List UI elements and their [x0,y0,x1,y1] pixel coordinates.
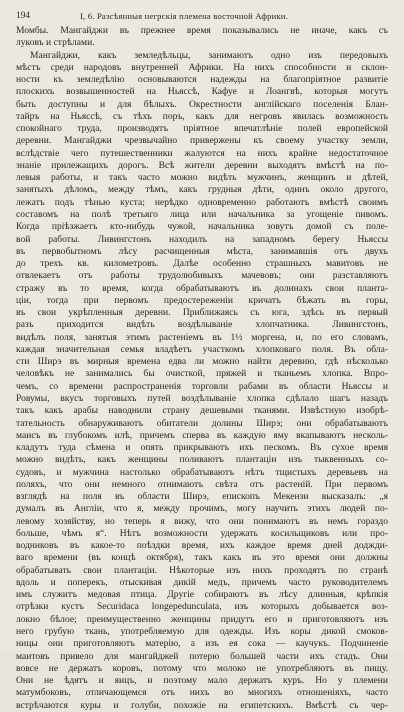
text-line: встрѣчаются куры и голуби, похожіе на египетскихъ. Вмѣстѣ съ чер- [16,699,388,711]
text-line: деревни. Мангайджи чрезвычайно привержены къ своему участку земли, [16,135,388,147]
text-line: ности къ земледѣлію основываются надежды на благопріятное развитіе [16,74,388,86]
page-number: 194 [16,11,31,21]
text-line: знаніе прилежащихъ дорогъ. Всѣ жители деревни выходятъ вмѣстѣ на по- [16,159,388,171]
text-line: Они не ѣдятъ и яицъ, и поэтому мало держатъ куръ. Но у племени [16,675,388,687]
text-line: составомъ на полѣ третьяго лица или начальника за угощеніе пивомъ. [16,208,388,220]
text-line: кладутъ туда сѣмена и опять прикрываютъ ихъ пескомъ. Въ сухое время [16,442,388,454]
text-line: отрѣзки кустъ Securidaca longepedunculata, изъ которыхъ добывается воз- [16,601,388,613]
text-line: въ свои укрѣпленныя деревни. Приближаясь съ юга, здѣсь въ первый [16,307,388,319]
text-line: тайръ на Ньяссѣ, съ тѣхъ поръ, какъ для негровъ явилась возможность [16,110,388,122]
text-line: имъ служитъ медовая птица. Другіе собираютъ въ лѣсу длинныя, крѣпкія [16,589,388,601]
text-line: маисъ въ глубокомъ илѣ, причемъ сперва въ каждую яму вкапываютъ несколь- [16,429,388,441]
text-line: до трехъ кв. километровъ. Далѣе особенно страшныхъ мавитовъ не [16,258,388,270]
text-line: локно бѣлое; преимущественно женщины придутъ его и приготовляютъ изъ [16,613,388,625]
text-line: сти Ширэ въ мирныя времена едва ли можно найти деревню, гдѣ нѣсколько [16,356,388,368]
text-line: такъ какъ арабы наводнили страну дешевыми тканями. Извѣстную изобрѣ- [16,405,388,417]
text-line: ницы они приготовляютъ матерію, а изъ ея сока — каучукъ. Подчиненіе [16,638,388,650]
text-line: него грубую ткань, употребляемую для одежды. Изъ коры дикой смоков- [16,626,388,638]
running-head [16,9,390,23]
text-line: взглядѣ на поля въ области Ширэ, епископъ Мекензи высказалъ: „я [16,491,388,503]
text-line: разъ приходится видѣть воздѣлываніе хлопчатника. Ливингстонъ, [16,319,388,331]
text-line: лежатъ подъ тѣнью куста; нерѣдко одновременно работаютъ вмѣстѣ своимъ [16,196,388,208]
text-line: чемъ, со времени распространенія торговли рабами въ области Ньяссы и [16,380,388,392]
text-line: обрабатывать свои плантаціи. Нѣкоторые изъ нихъ проходятъ по странѣ [16,564,388,576]
text-line: видѣлъ поля, занятыя этимъ растеніемъ въ 1½ моргена, и, по его словамъ, [16,331,388,343]
text-line: судовъ, и мужчина настолько обрабатываютъ нѣтъ тщистыхъ деревьевъ на [16,466,388,478]
text-line: вдоль и поперекъ, отыскивая дикій медъ, причемъ часто руководителемъ [16,576,388,588]
text-line: плоскихъ возвышенностей на Ньяссѣ, Кафуе и Лоангвѣ, которыя могутъ [16,86,388,98]
running-head-title: I, 6. Разсѣянныя негрскія племена восточной Африки. [80,11,288,21]
text-line: Мангайджи, какъ земледѣльцы, занимаютъ одно изъ передовыхъ [30,49,388,61]
text-line: мѣстъ среди народовъ внутренней Африки. На нихъ способности и склон- [16,61,388,73]
text-line: левыя работы, и такъ часто можно видѣть мужчинъ, женщинъ и дѣтей, [16,172,388,184]
text-line: думалъ въ Англіи, что я, между прочимъ, могу научить этихъ людей по- [16,503,388,515]
text-line: человѣкъ не занимались бы очисткой, пряжей и тканьемъ хлопка. Впро- [16,368,388,380]
text-line: въ первобытномъ лѣсу расчищенныя мѣста, занимавшія отъ двухъ [16,245,388,257]
text-line: ціи, тогда при первомъ предостереженіи кричатъ бѣжать въ горы, [16,294,388,306]
text-line: каждая значительная семья владѣетъ участкомъ хлопковаго поля. Въ обла- [16,343,388,355]
text-line: тательность обнаруживаютъ обитатели долины Ширэ; они обрабатываютъ [16,417,388,429]
text-line: быть доступны и для бѣлыхъ. Окрестности англійскаго поселенія Блан- [16,98,388,110]
text-line: луковъ и стрѣлами. [16,37,95,49]
text-line: Момбы. Мангайджи въ прежнее время показывались не иначе, какъ съ [16,25,388,36]
text-line: ваго времени (въ концѣ октября), такъ какъ въ это время они должны [16,552,388,564]
text-line: стражу въ то время, когда обрабатываютъ въ долинахъ свои планта- [16,282,388,294]
text-line: Ровумы, вкусъ торговыхъ путей воздѣлываніе хлопка сдѣлало шагъ назадъ [16,392,388,404]
text-line: поляхъ, что они немного отнимаютъ свѣта отъ растеній. При первомъ [16,478,388,490]
text-line: вой работы. Ливингстонъ находилъ на западномъ берегу Ньяссы [16,233,388,245]
text-line: занятыхъ дѣломъ, между тѣмъ, какъ грудныя дѣти, одинъ около другого, [16,184,388,196]
text-line: спокойнаго труда, производятъ пріятное впечатлѣніе полей европейской [16,123,388,135]
text-line: левому хозяйству, но теперь я вижу, что они понимаютъ въ немъ гораздо [16,515,388,527]
text-line: водниковъ въ какое-то поѣздки время, ихъ каждое время дней доджди- [16,540,388,552]
text-line: вслѣдствіе чего путешественники жалуются на нихъ крайне недостаточное [16,147,388,159]
text-line: отвлекаетъ отъ работы трудолюбивыхъ мачевовъ; они разставляютъ [16,270,388,282]
text-line: Когда пріѣзжаетъ кто-нибудь чужой, начальника зовутъ домой съ поле- [16,221,388,233]
text-line: вовсе не держатъ коровъ, потому что молоко не употребляютъ въ пищу. [16,662,388,674]
text-line: маитовъ привело для мангайджей потерю большей части ихъ стадъ. Они [16,650,388,662]
text-line: матумбоковъ, отличающемся отъ нихъ во многихъ отношеніяхъ, часто [16,687,388,699]
text-line: больше, чѣмъ я“. Нѣтъ возможности удержать косильщиковъ или про- [16,527,388,539]
text-line: можно видѣть, какъ женщины поливаютъ плантаціи изъ тыквенныхъ со- [16,454,388,466]
body-text [16,25,388,712]
